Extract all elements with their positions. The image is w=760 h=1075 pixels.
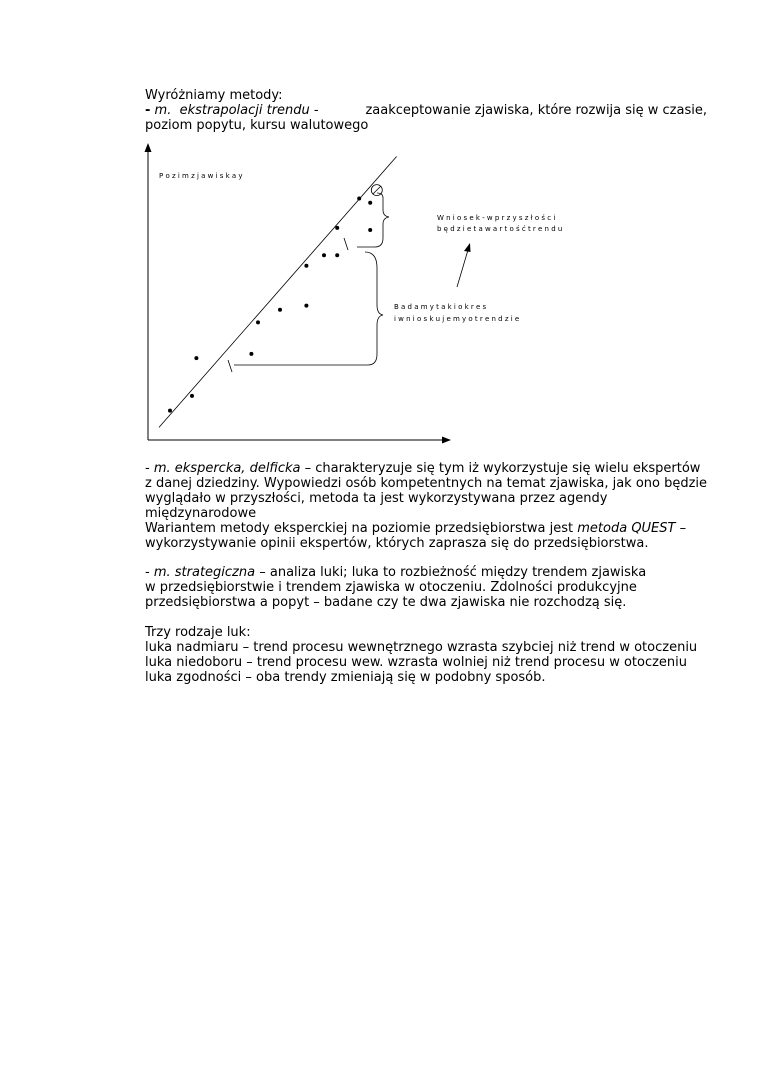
trend-diagram — [135, 140, 563, 450]
gap-type-item: luka nadmiaru – trend procesu wewnętrznego wzrasta szybciej niż trend w otoczeniu — [145, 640, 698, 655]
method-extrapolation-desc: zaakceptowanie zjawiska, które rozwija się w czasie, — [365, 103, 707, 118]
method-quest-line-1: Wariantem metody eksperckiej na poziomie przedsiębiorstwa jest metoda QUEST – — [145, 521, 687, 536]
note-period-1: B a d a m y t a k i o k r e s — [394, 303, 487, 311]
method-strategic-line-3: przedsiębiorstwa a popyt – badane czy te dwa zjawiska nie rozchodzą się. — [145, 595, 627, 610]
method-expert-name: m. ekspercka, delficka — [153, 461, 301, 476]
method-strategic-name: m. strategiczna — [153, 565, 256, 580]
method-expert-line-2: z danej dziedziny. Wypowiedzi osób kompetentnych na temat zjawiska, jak ono będzie — [145, 476, 708, 491]
gap-types-section — [145, 625, 707, 685]
method-extrapolation-desc-cont: poziom popytu, kursu walutowego — [145, 118, 369, 133]
data-point — [256, 320, 260, 324]
data-point — [278, 308, 282, 312]
method-strategic-section — [145, 565, 707, 610]
method-quest-line-2: wykorzystywanie opinii ekspertów, których zaprasza się do przedsiębiorstwa. — [145, 536, 649, 551]
data-point — [335, 226, 339, 230]
method-expert-section — [145, 461, 707, 551]
data-point — [357, 197, 361, 201]
data-point — [304, 304, 308, 308]
y-axis-arrow — [145, 143, 152, 152]
period-start-tick — [228, 360, 232, 372]
gap-type-item: luka niedoboru – trend procesu wew. wzrasta wolniej niż trend procesu w otoczeniu — [145, 655, 688, 670]
data-point — [249, 352, 253, 356]
data-point — [304, 264, 308, 268]
method-expert-line-1: - m. ekspercka, delficka – charakteryzuje się tym iż wykorzystuje się wielu ekspertów — [145, 461, 701, 476]
pointer-arrow — [457, 250, 468, 287]
data-points — [168, 197, 372, 413]
period-brace — [234, 252, 383, 365]
method-extrapolation-line: - m. ekstrapolacji trendu - zaakceptowanie zjawiska, które rozwija się w czasie, — [145, 103, 707, 118]
data-point — [168, 409, 172, 413]
method-quest-name: metoda QUEST — [577, 521, 676, 536]
pointer-arrowhead — [464, 243, 471, 252]
intro-section — [145, 88, 707, 133]
period-end-tick — [344, 238, 348, 250]
x-axis-arrow — [442, 437, 451, 444]
intro-heading: Wyróżniamy metody: — [145, 88, 283, 103]
data-point — [190, 394, 194, 398]
method-extrapolation-name: m. ekstrapolacji trendu — [154, 103, 310, 118]
data-point — [368, 228, 372, 232]
gap-types-heading: Trzy rodzaje luk: — [145, 625, 251, 640]
trend-line — [159, 157, 397, 428]
note-period-2: i w n i o s k u j e m y o t r e n d z i e — [394, 315, 520, 323]
data-point — [194, 356, 198, 360]
method-strategic-line-1: - m. strategiczna – analiza luki; luka to rozbieżność między trendem zjawiska — [145, 565, 647, 580]
data-point — [322, 253, 326, 257]
method-expert-line-3: wyglądało w przyszłości, metoda ta jest wykorzystywana przez agendy — [145, 491, 608, 506]
data-point — [368, 201, 372, 205]
y-axis-label: P o z i m z j a w i s k a y — [159, 172, 243, 180]
gap-type-item: luka zgodności – oba trendy zmieniają się w podobny sposób. — [145, 670, 546, 685]
data-point — [335, 253, 339, 257]
method-strategic-line-2: w przedsiębiorstwie i trendem zjawiska w otoczeniu. Zdolności produkcyjne — [145, 580, 637, 595]
note-future-2: b ę d z i e t a w a r t o ś ć t r e n d u — [437, 225, 563, 233]
future-brace — [357, 193, 389, 247]
note-future-1: W n i o s e k - w p r z y s z ł o ś c i — [437, 214, 556, 222]
method-expert-line-4: międzynarodowe — [145, 506, 257, 521]
